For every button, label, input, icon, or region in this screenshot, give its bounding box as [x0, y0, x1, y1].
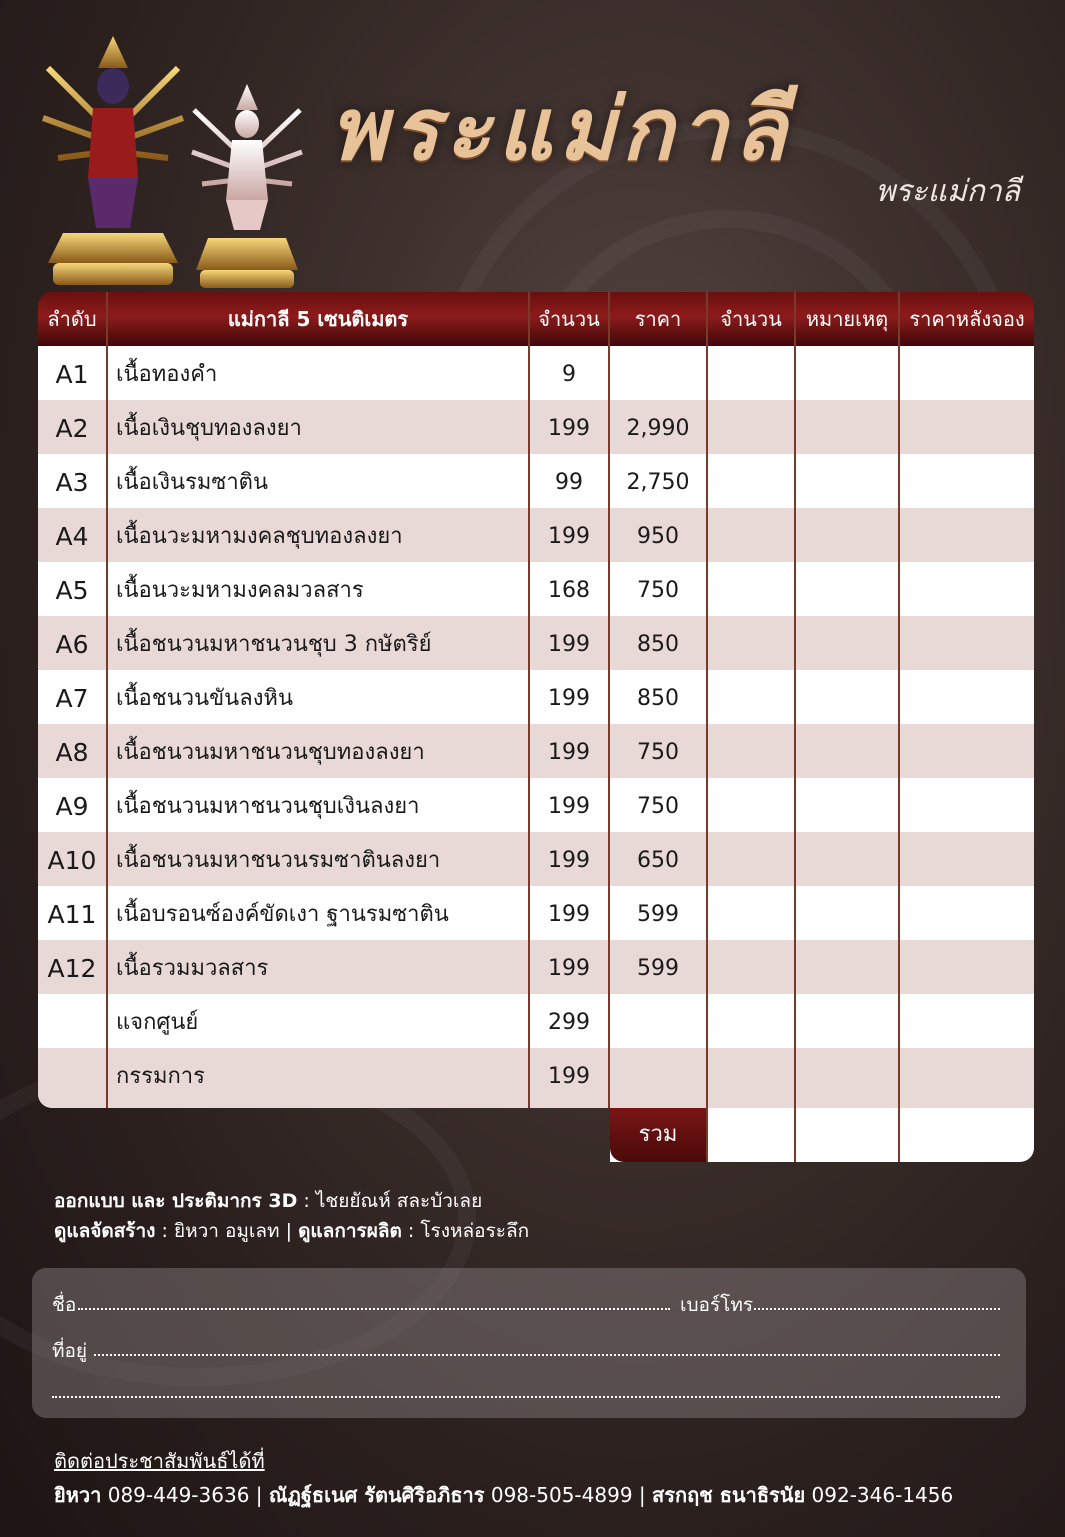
row-name: เนื้อนวะมหามงคลมวลสาร [116, 578, 364, 603]
column-divider [528, 292, 530, 1108]
row-code [38, 1048, 106, 1102]
separator: | [638, 1483, 653, 1507]
produce-value: โรงหล่อระลึก [420, 1220, 530, 1242]
row-code: A4 [55, 522, 89, 551]
row-name: แจกศูนย์ [116, 1010, 199, 1035]
row-price: 2,750 [626, 470, 690, 495]
row-quantity: 199 [548, 902, 590, 927]
column-divider [706, 292, 708, 1162]
row-name: เนื้อทองคำ [116, 362, 218, 387]
row-price: 750 [637, 740, 679, 765]
row-name: เนื้อเงินรมซาติน [116, 470, 269, 495]
row-price: 599 [637, 902, 679, 927]
header-order: ลำดับ [47, 307, 97, 331]
contact-phone-2: 098-505-4899 [490, 1483, 633, 1507]
address-field[interactable] [94, 1354, 1000, 1356]
row-quantity: 199 [548, 686, 590, 711]
row-quantity: 199 [548, 794, 590, 819]
credits-block [54, 1186, 529, 1246]
row-name: เนื้อรวมมวลสาร [116, 956, 269, 981]
total-label: รวม [610, 1108, 706, 1162]
row-name: เนื้อชนวนมหาชนวนชุบทองลงยา [116, 740, 425, 765]
produce-label: ดูแลการผลิต [298, 1220, 402, 1242]
table-row [38, 778, 1034, 832]
row-code: A6 [55, 630, 89, 659]
build-value: ยิหวา อมูเลท [173, 1220, 280, 1242]
contact-name-3: สรกฤช ธนาธิรนัย [652, 1483, 806, 1507]
table-body [38, 346, 1034, 1108]
row-name: กรรมการ [116, 1064, 205, 1089]
row-quantity: 199 [548, 416, 590, 441]
row-price: 950 [637, 524, 679, 549]
column-divider [794, 292, 796, 1162]
name-field[interactable] [78, 1308, 670, 1310]
separator: : [303, 1190, 316, 1212]
row-price: 650 [637, 848, 679, 873]
phone-label: เบอร์โทร [680, 1294, 754, 1316]
row-name: เนื้อเงินชุบทองลงยา [116, 416, 302, 441]
row-quantity: 199 [548, 1064, 590, 1089]
separator: | [255, 1483, 269, 1507]
row-price: 850 [637, 686, 679, 711]
row-price: 750 [637, 794, 679, 819]
row-quantity: 199 [548, 740, 590, 765]
design-label: ออกแบบ และ ประติมากร 3D [54, 1190, 298, 1212]
table-row [38, 400, 1034, 454]
separator: : [161, 1220, 174, 1242]
row-quantity: 199 [548, 956, 590, 981]
table-row [38, 832, 1034, 886]
column-divider [898, 292, 900, 1162]
credits-production-line [54, 1216, 529, 1246]
row-code: A9 [55, 792, 89, 821]
row-name: เนื้อชนวนมหาชนวนชุบ 3 กษัตริย์ [116, 632, 432, 657]
row-name: เนื้อบรอนซ์องค์ขัดเงา ฐานรมซาติน [116, 902, 449, 927]
header-price: ราคา [634, 307, 682, 331]
table-row [38, 616, 1034, 670]
table-row [38, 886, 1034, 940]
row-name: เนื้อชนวนขันลงหิน [116, 686, 293, 711]
contact-phone-3: 092-346-1456 [811, 1483, 954, 1507]
row-quantity: 199 [548, 632, 590, 657]
kali-statue-gold-image [38, 28, 188, 290]
row-quantity: 9 [562, 362, 576, 387]
contact-name-1: ยิหวา [54, 1483, 102, 1507]
address-label: ที่อยู่ [52, 1340, 88, 1362]
table-row [38, 454, 1034, 508]
contact-heading: ติดต่อประชาสัมพันธ์ได้ที่ [54, 1449, 265, 1473]
row-code: A7 [55, 684, 89, 713]
row-price: 2,990 [626, 416, 690, 441]
table-header [38, 292, 1034, 346]
kali-statue-silver-image [188, 80, 306, 292]
table-row [38, 670, 1034, 724]
row-quantity: 168 [548, 578, 590, 603]
credits-design-line [54, 1186, 529, 1216]
row-name: เนื้อชนวนมหาชนวนรมซาตินลงยา [116, 848, 441, 873]
title-script: พระแม่กาลี [330, 79, 793, 170]
row-quantity: 99 [555, 470, 583, 495]
header-order-quantity: จำนวน [720, 307, 782, 331]
contact-line [54, 1478, 953, 1512]
row-quantity: 299 [548, 1010, 590, 1035]
row-code [38, 994, 106, 1048]
contact-block [54, 1444, 953, 1512]
column-divider [106, 292, 108, 1108]
separator: | [285, 1220, 299, 1242]
row-quantity: 199 [548, 524, 590, 549]
header-final-price: ราคาหลังจอง [909, 307, 1025, 331]
table-row [38, 1048, 1034, 1108]
header-quantity: จำนวน [538, 307, 600, 331]
title-subtitle: พระแม่กาลี [875, 174, 1020, 209]
build-label: ดูแลจัดสร้าง [54, 1220, 156, 1242]
row-code: A12 [47, 954, 97, 983]
row-price [610, 346, 706, 400]
row-code: A5 [55, 576, 89, 605]
row-code: A10 [47, 846, 97, 875]
address-field-line-2[interactable] [52, 1396, 1000, 1398]
contact-name-2: ณัฏฐ์ธเนศ รัตนศิริอภิธาร [268, 1483, 485, 1507]
price-table [38, 292, 1034, 1162]
design-value: ไชยยัณห์ สละบัวเลย [315, 1190, 483, 1212]
row-code: A2 [55, 414, 89, 443]
row-price [610, 994, 706, 1048]
table-row [38, 994, 1034, 1048]
row-price: 599 [637, 956, 679, 981]
table-row [38, 508, 1034, 562]
row-price: 850 [637, 632, 679, 657]
row-price [610, 1048, 706, 1102]
separator: : [407, 1220, 421, 1242]
table-row [38, 940, 1034, 994]
header-item: แม่กาลี 5 เซนติเมตร [227, 307, 409, 331]
column-divider [608, 292, 610, 1108]
order-form [32, 1268, 1026, 1418]
row-code: A11 [47, 900, 97, 929]
name-label: ชื่อ [52, 1294, 77, 1316]
table-row [38, 562, 1034, 616]
row-price: 750 [637, 578, 679, 603]
row-name: เนื้อชนวนมหาชนวนชุบเงินลงยา [116, 794, 420, 819]
contact-phone-1: 089-449-3636 [107, 1483, 250, 1507]
row-name: เนื้อนวะมหามงคลชุบทองลงยา [116, 524, 403, 549]
phone-field[interactable] [754, 1308, 1000, 1310]
table-row [38, 724, 1034, 778]
row-code: A8 [55, 738, 89, 767]
row-quantity: 199 [548, 848, 590, 873]
row-code: A3 [55, 468, 89, 497]
row-code: A1 [55, 360, 89, 389]
header-note: หมายเหตุ [805, 307, 889, 331]
table-row [38, 346, 1034, 400]
